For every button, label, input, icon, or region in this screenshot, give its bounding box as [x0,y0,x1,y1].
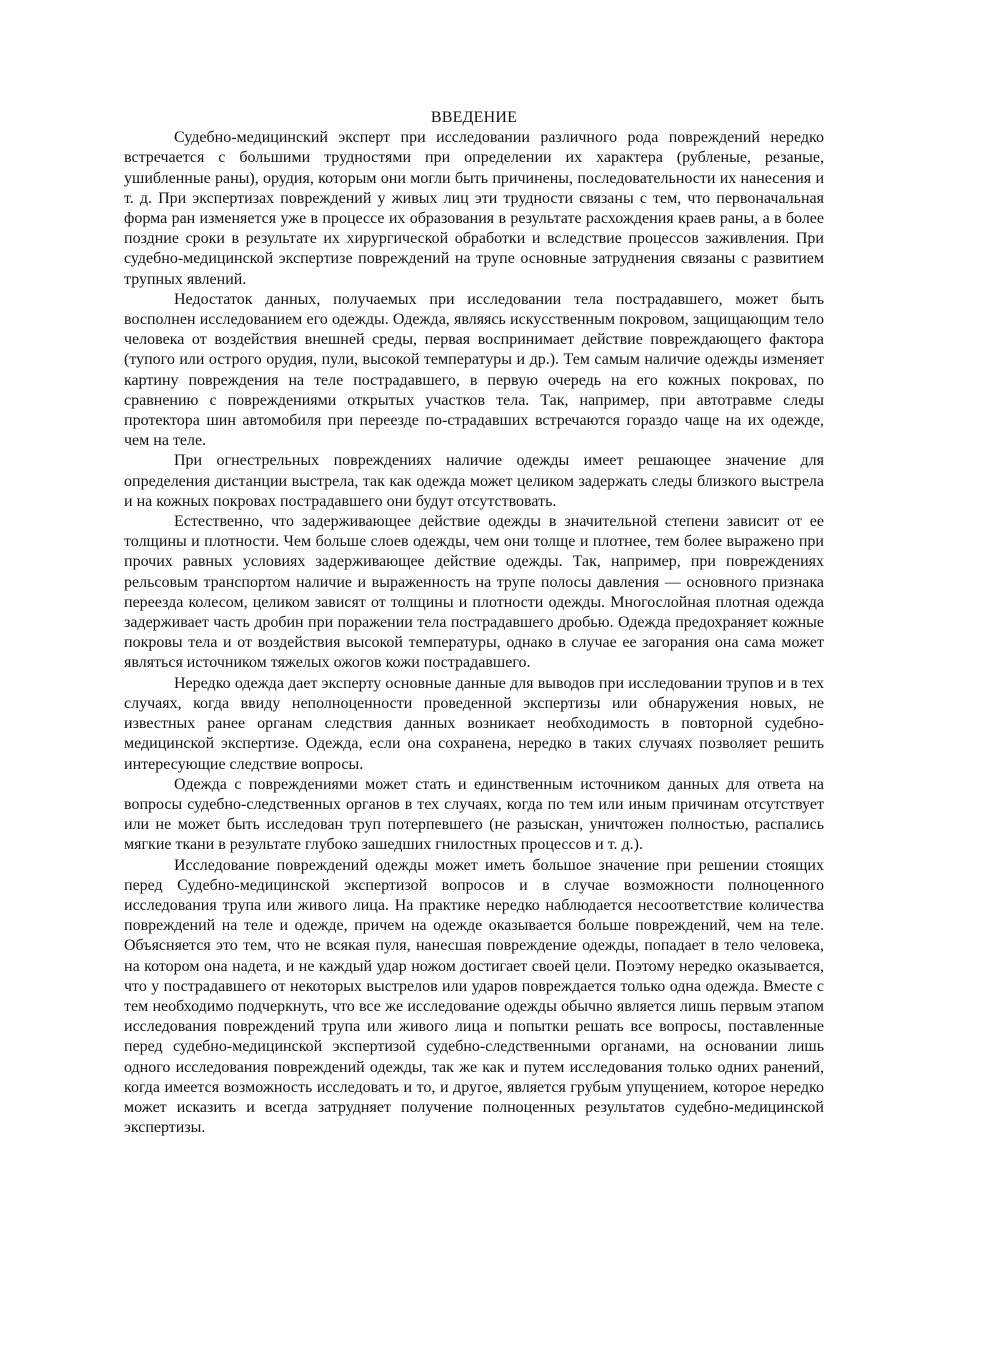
paragraph-2: Недостаток данных, получаемых при исследовании тела пострадавшего, может быть восполнен исследованием его одежды. Одежда, являясь искусственным покровом, защищающим тело человека от воздействия внешней среды, первая воспринимает действие повреждающего фактора (тупого или острого орудия, пули, высокой температуры и др.). Тем самым наличие одежды изменяет картину повреждения на теле пострадавшего, в первую очередь на его кожных покровах, по сравнению с повреждениями открытых участков тела. Так, например, при автотравме следы протектора шин автомобиля при переезде по-страдавших встречаются гораздо чаще на их одежде, чем на теле. [124,290,824,450]
document-page [124,108,824,1138]
document-title: ВВЕДЕНИЕ [430,109,518,126]
paragraph-4: Естественно, что задерживающее действие одежды в значительной степени зависит от ее толщины и плотности. Чем больше слоев одежды, чем они толще и плотнее, тем более выражено при прочих равных условиях задерживающее действие одежды. Так, например, при повреждениях рельсовым транспортом наличие и выраженность на трупе полосы давления — основного признака переезда колесом, целиком зависят от толщины и плотности одежды. Многослойная плотная одежда задерживает часть дробин при поражении тела пострадавшего дробью. Одежда предохраняет кожные покровы тела и от воздействия высокой температуры, однако в случае ее загорания она сама может являться источником тяжелых ожогов кожи пострадавшего. [124,513,824,672]
paragraph-3: При огнестрельных повреждениях наличие одежды имеет решающее значение для определения дистанции выстрела, так как одежда может целиком задержать следы близкого выстрела и на кожных покровах пострадавшего они будут отсутствовать. [124,452,824,510]
paragraph-6: Одежда с повреждениями может стать и единственным источником данных для ответа на вопросы судебно-следственных органов в тех случаях, когда по тем или иным причинам отсутствует или не может быть исследован труп потерпевшего (не разыскан, уничтожен полностью, распались мягкие ткани в результате глубоко зашедших гнилостных процессов и т. д.). [124,775,824,854]
paragraph-7: Исследование повреждений одежды может иметь большое значение при решении стоящих перед Судебно-медицинской экспертизой вопросов и в случае возможности полноценного исследования трупа или живого лица. На практике нередко наблюдается несоответствие количества повреждений на теле и одежде, причем на одежде оказывается больше повреждений, чем на теле. Объясняется это тем, что не всякая пуля, нанесшая повреждение одежды, попадает в тело человека, на котором она надета, и не каждый удар ножом достигает своей цели. Поэтому нередко оказывается, что у пострадавшего от некоторых выстрелов или ударов повреждается только одна одежда. Вместе с тем необходимо подчеркнуть, что все же исследование одежды обычно является лишь первым этапом исследования повреждений трупа или живого лица и попытки решать все вопросы, поставленные перед судебно-медицинской экспертизой судебно-следственными органами, на основании лишь одного исследования повреждений одежды, так же как и путем исследования только одних ранений, когда имеется возможность исследовать и то, и другое, является грубым упущением, которое нередко может исказить и всегда затрудняет получение полноценных результатов судебно-медицинской экспертизы. [124,856,824,1137]
paragraph-1: Судебно-медицинский эксперт при исследовании различного рода повреждений нередко встречается с большими трудностями при определении их характера (рубленые, резаные, ушибленные раны), орудия, которым они могли быть причинены, последовательности их нанесения и т. д. При экспертизах повреждений у живых лиц эти трудности связаны с тем, что первоначальная форма ран изменяется уже в процессе их образования в результате расхождения краев раны, а в более поздние сроки в результате их хирургической обработки и вследствие процессов заживления. При судебно-медицинской экспертизе повреждений на трупе основные затруднения связаны с развитием трупных явлений. [124,129,824,288]
paragraph-5: Нередко одежда дает эксперту основные данные для выводов при исследовании трупов и в тех случаях, когда ввиду неполноценности проведенной экспертизы или обнаружения новых, не известных ранее органам следствия данных возникает необходимость в повторной судебно-медицинской экспертизе. Одежда, если она сохранена, нередко в таких случаях позволяет решить интересующие следствие вопросы. [124,674,824,773]
